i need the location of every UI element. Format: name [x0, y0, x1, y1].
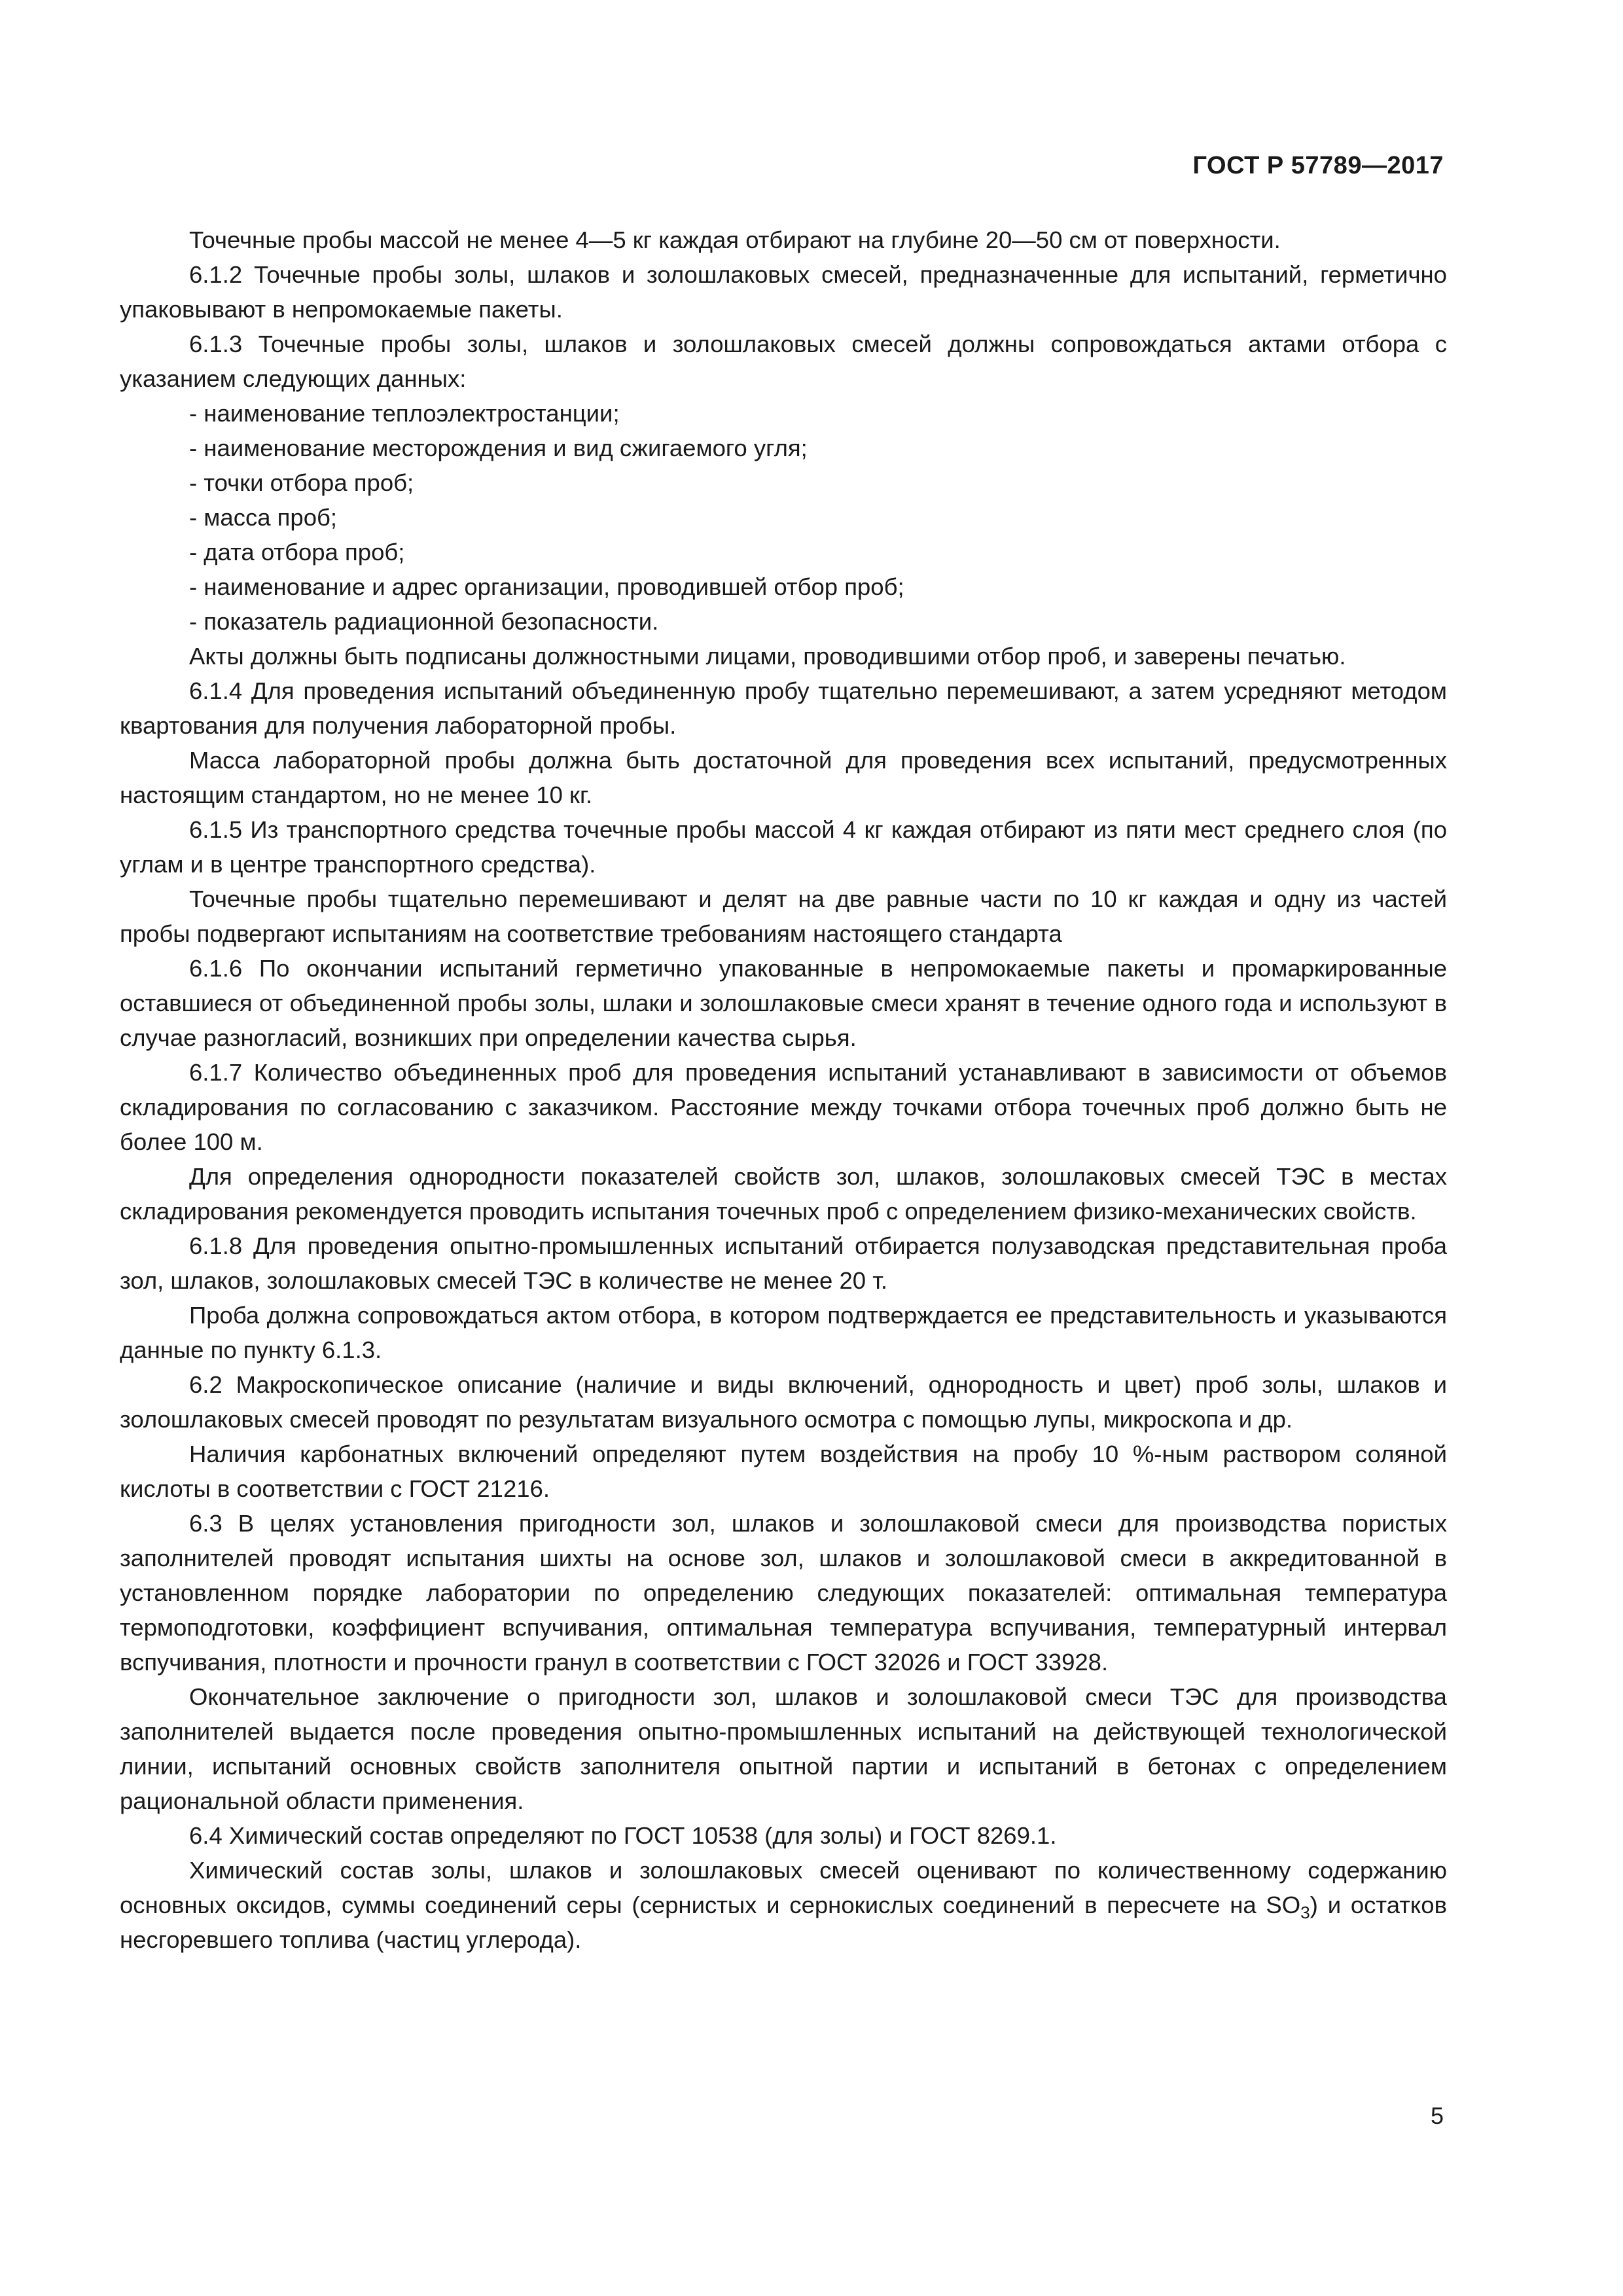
- paragraph: 6.4 Химический состав определяют по ГОСТ 10538 (для золы) и ГОСТ 8269.1.: [189, 1822, 1057, 1849]
- paragraph: 6.1.4 Для проведения испытаний объединенную пробу тщательно перемешивают, а затем усредняют методом квартования для получения лабораторной пробы.: [120, 677, 1447, 739]
- list-item: - наименование теплоэлектростанции;: [189, 400, 620, 427]
- paragraph-chemical-composition: [120, 1853, 1447, 1957]
- paragraph: 6.1.6 По окончании испытаний герметично упакованные в непромокаемые пакеты и промаркированные оставшиеся от объединенной пробы золы, шлаки и золошлаковые смеси хранят в течение одного года и используют в случае разногласий, возникших при определении качества сырья.: [120, 955, 1447, 1051]
- list-item: - наименование и адрес организации, проводившей отбор проб;: [189, 573, 904, 600]
- paragraph: 6.2 Макроскопическое описание (наличие и виды включений, однородность и цвет) проб золы, шлаков и золошлаковых смесей проводят по результатам визуального осмотра с помощью лупы, микроскопа и др.: [120, 1371, 1447, 1433]
- paragraph: 6.1.7 Количество объединенных проб для проведения испытаний устанавливают в зависимости от объемов складирования по согласованию с заказчиком. Расстояние между точками отбора точечных проб должно быть не более 100 м.: [120, 1059, 1447, 1155]
- document-body: [120, 223, 1447, 1957]
- paragraph: Окончательное заключение о пригодности зол, шлаков и золошлаковой смеси ТЭС для производства заполнителей выдается после проведения опытно-промышленных испытаний на действующей технологической линии, испытаний основных свойств заполнителя опытной партии и испытаний в бетонах с определением рациональной области применения.: [120, 1683, 1447, 1814]
- paragraph: 6.1.2 Точечные пробы золы, шлаков и золошлаковых смесей, предназначенные для испытаний, герметично упаковывают в непромокаемые пакеты.: [120, 261, 1447, 323]
- subscript: 3: [1300, 1902, 1310, 1922]
- list-item: - дата отбора проб;: [189, 539, 405, 565]
- paragraph: 6.1.8 Для проведения опытно-промышленных испытаний отбирается полузаводская представительная проба зол, шлаков, золошлаковых смесей ТЭС в количестве не менее 20 т.: [120, 1232, 1447, 1294]
- paragraph: Для определения однородности показателей свойств зол, шлаков, золошлаковых смесей ТЭС в местах складирования рекомендуется проводить испытания точечных проб с определением физико-механических свойств.: [120, 1163, 1447, 1225]
- paragraph: Наличия карбонатных включений определяют путем воздействия на пробу 10 %-ным раствором соляной кислоты в соответствии с ГОСТ 21216.: [120, 1441, 1447, 1502]
- page-number: 5: [1430, 2102, 1444, 2129]
- list-item: - точки отбора проб;: [189, 469, 414, 496]
- standard-header: ГОСТ Р 57789—2017: [1192, 152, 1444, 179]
- list-item: - масса проб;: [189, 504, 338, 531]
- paragraph-text: Химический состав золы, шлаков и золошлаковых смесей оценивают по количественному содержанию основных оксидов, суммы соединений серы (сернистых и сернокислых соединений в пересчете на SO: [120, 1857, 1447, 1918]
- list-item: - наименование месторождения и вид сжигаемого угля;: [189, 435, 808, 461]
- paragraph: Точечные пробы массой не менее 4—5 кг каждая отбирают на глубине 20—50 см от поверхности.: [189, 226, 1281, 253]
- paragraph: 6.1.5 Из транспортного средства точечные пробы массой 4 кг каждая отбирают из пяти мест среднего слоя (по углам и в центре транспортного средства).: [120, 816, 1447, 878]
- paragraph-text: ) и остатков несгоревшего топлива (частиц углерода).: [120, 1892, 1447, 1953]
- paragraph: Масса лабораторной пробы должна быть достаточной для проведения всех испытаний, предусмотренных настоящим стандартом, но не менее 10 кг.: [120, 747, 1447, 808]
- list-item: - показатель радиационной безопасности.: [189, 608, 659, 635]
- paragraph: 6.3 В целях установления пригодности зол, шлаков и золошлаковой смеси для производства пористых заполнителей проводят испытания шихты на основе зол, шлаков и золошлаковой смеси в аккредитованной в установленном порядке лаборатории по определению следующих показателей: оптимальная температура термоподготовки, коэффициент вспучивания, оптимальная температура вспучивания, температурный интервал вспучивания, плотности и прочности гранул в соответствии с ГОСТ 32026 и ГОСТ 33928.: [120, 1510, 1447, 1676]
- paragraph: Проба должна сопровождаться актом отбора, в котором подтверждается ее представительность и указываются данные по пункту 6.1.3.: [120, 1302, 1447, 1363]
- paragraph: Акты должны быть подписаны должностными лицами, проводившими отбор проб, и заверены печатью.: [189, 643, 1346, 670]
- paragraph: Точечные пробы тщательно перемешивают и делят на две равные части по 10 кг каждая и одну из частей пробы подвергают испытаниям на соответствие требованиям настоящего стандарта: [120, 886, 1447, 947]
- paragraph: 6.1.3 Точечные пробы золы, шлаков и золошлаковых смесей должны сопровождаться актами отбора с указанием следующих данных:: [120, 331, 1447, 392]
